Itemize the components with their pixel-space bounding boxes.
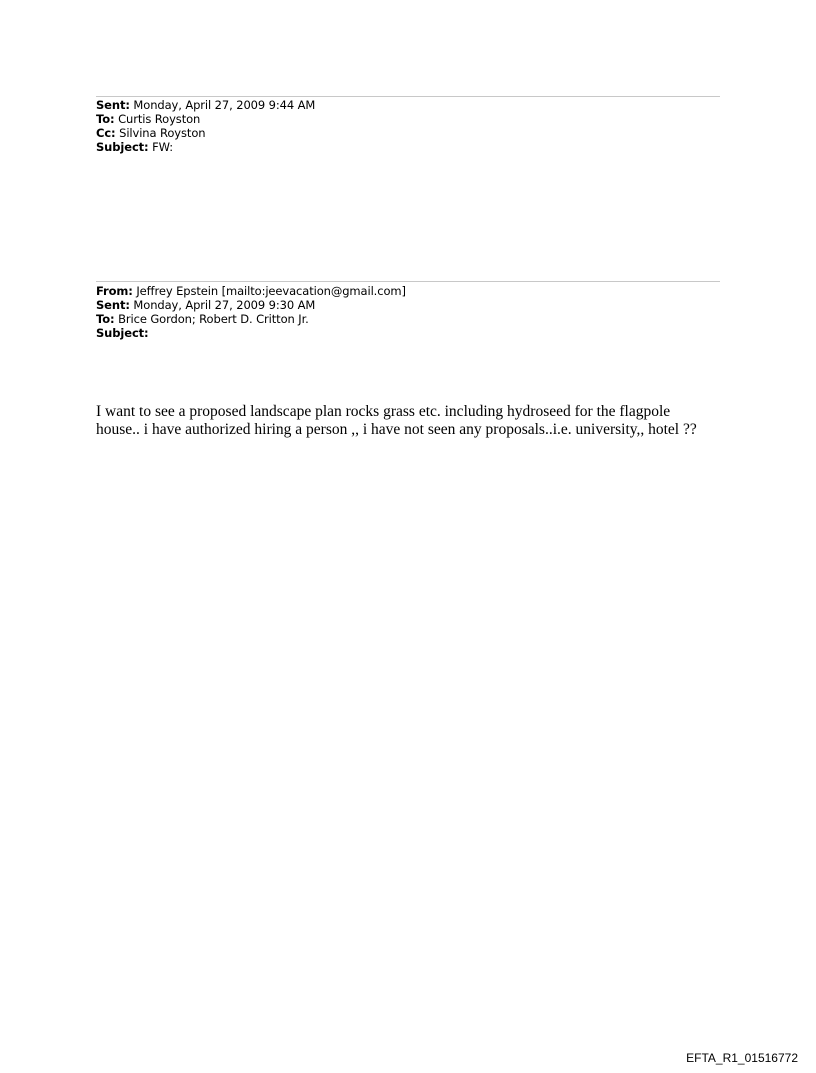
cc-value: Silvina Royston — [115, 126, 206, 140]
bates-number: EFTA_R1_01516772 — [686, 1051, 798, 1065]
body-line-2: house.. i have authorized hiring a person ,, i have not seen any proposals..i.e. university,, hotel ?? — [96, 421, 697, 438]
header-divider-top — [96, 96, 720, 97]
subject-label: Subject: — [96, 140, 149, 154]
cc-label: Cc: — [96, 126, 116, 140]
fwd-to-line — [96, 312, 716, 326]
to-value: Curtis Royston — [114, 112, 201, 126]
from-label: From: — [96, 284, 133, 298]
fwd-sent-value: Monday, April 27, 2009 9:30 AM — [129, 298, 316, 312]
fwd-to-value: Brice Gordon; Robert D. Critton Jr. — [114, 312, 309, 326]
email-header-forwarded — [96, 284, 716, 340]
to-label: To: — [96, 112, 115, 126]
subject-line — [96, 140, 716, 154]
fwd-subject-label: Subject: — [96, 326, 149, 340]
sent-label: Sent: — [96, 98, 130, 112]
header-divider-forwarded — [96, 281, 720, 282]
fwd-sent-label: Sent: — [96, 298, 130, 312]
subject-value: FW: — [148, 140, 174, 154]
body-line-1: I want to see a proposed landscape plan rocks grass etc. including hydroseed for the flagpole — [96, 403, 671, 420]
email-body — [96, 403, 736, 439]
to-line — [96, 112, 716, 126]
fwd-to-label: To: — [96, 312, 115, 326]
from-line — [96, 284, 716, 298]
fwd-sent-line — [96, 298, 716, 312]
fwd-subject-line — [96, 326, 716, 340]
email-header-top — [96, 98, 716, 154]
sent-value: Monday, April 27, 2009 9:44 AM — [129, 98, 316, 112]
from-value: Jeffrey Epstein [mailto:jeevacation@gmail.com] — [132, 284, 406, 298]
cc-line — [96, 126, 716, 140]
sent-line — [96, 98, 716, 112]
